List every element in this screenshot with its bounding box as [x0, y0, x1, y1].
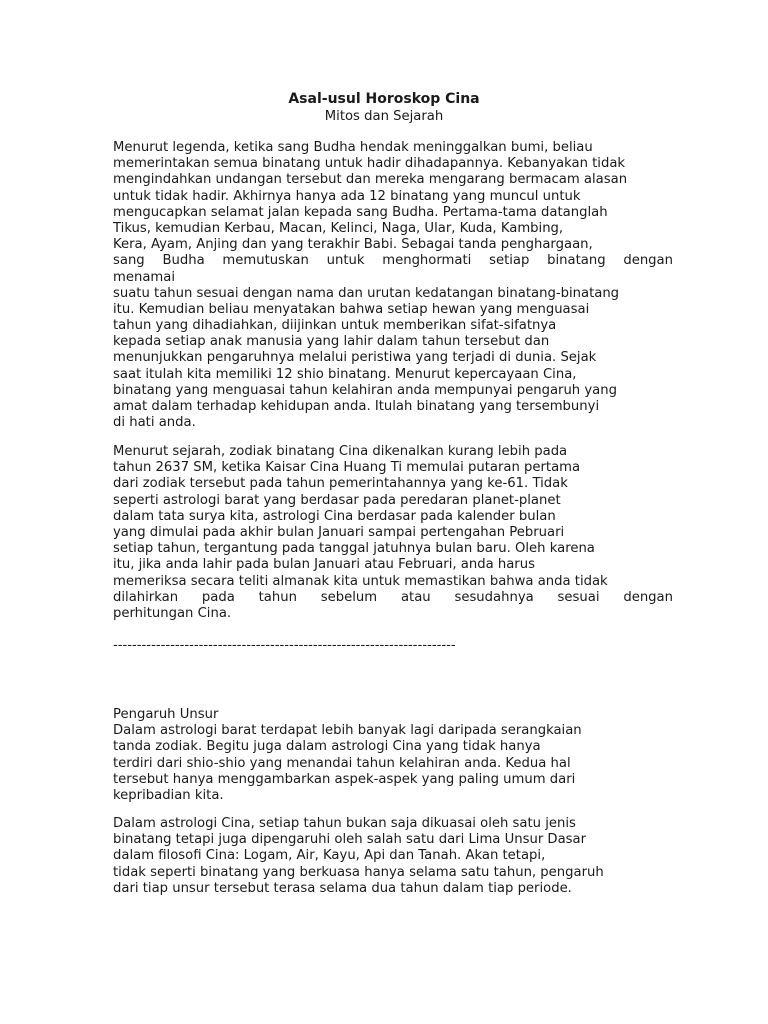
text-line: amat dalam terhadap kehidupan anda. Itulah binatang yang tersembunyi	[113, 399, 600, 414]
text-line: dari tiap unsur tersebut terasa selama dua tahun dalam tiap periode.	[113, 880, 572, 896]
text-line: dalam filosofi Cina: Logam, Air, Kayu, Api dan Tanah. Akan tetapi,	[113, 848, 546, 864]
text-line: seperti astrologi barat yang berdasar pada peredaran planet-planet	[113, 492, 561, 508]
text-line: Menurut sejarah, zodiak binatang Cina dikenalkan kurang lebih pada	[113, 444, 568, 459]
text-line: dalam tata surya kita, astrologi Cina berdasar pada kalender bulan	[113, 508, 556, 524]
text-line: tahun yang dihadiahkan, diijinkan untuk memberikan sifat-sifatnya	[113, 318, 557, 334]
document-title: Asal-usul Horoskop Cina	[288, 91, 480, 107]
separator-line	[113, 638, 673, 654]
text-line: tanda zodiak. Begitu juga dalam astrologi Cina yang tidak hanya	[113, 739, 541, 755]
section-heading: Pengaruh Unsur	[113, 707, 219, 722]
text-line: untuk tidak hadir. Akhirnya hanya ada 12 binatang yang muncul untuk	[113, 188, 581, 204]
text-line: menamai	[113, 269, 175, 285]
text-line: kepribadian kita.	[113, 787, 224, 803]
text-line: setiap tahun, tergantung pada tanggal jatuhnya bulan baru. Oleh karena	[113, 541, 595, 557]
text-line: dari zodiak tersebut pada tahun pemerintahannya yang ke-61. Tidak	[113, 476, 568, 492]
dashed-separator: ------------------------------------------------------------------------	[113, 638, 456, 653]
text-line: suatu tahun sesuai dengan nama dan urutan kedatangan binatang-binatang	[113, 285, 620, 301]
text-line: itu, jika anda lahir pada bulan Januari atau Februari, anda harus	[113, 557, 535, 573]
text-line: dilahirkan pada tahun sebelum atau sesudahnya sesuai dengan	[113, 589, 673, 605]
paragraph-legend	[113, 140, 673, 431]
paragraph-history	[113, 444, 673, 622]
paragraph-five-elements	[113, 816, 673, 897]
text-line: mengucapkan selamat jalan kepada sang Budha. Pertama-tama datanglah	[113, 204, 608, 220]
text-line: Tikus, kemudian Kerbau, Macan, Kelinci, Naga, Ular, Kuda, Kambing,	[113, 220, 564, 236]
text-line: kepada setiap anak manusia yang lahir dalam tahun tersebut dan	[113, 334, 550, 350]
section-elements	[113, 707, 673, 804]
text-line: tahun 2637 SM, ketika Kaisar Cina Huang Ti memulai putaran pertama	[113, 460, 581, 476]
text-line: perhitungan Cina.	[113, 605, 232, 621]
text-line: binatang yang menguasai tahun kelahiran anda mempunyai pengaruh yang	[113, 382, 617, 398]
text-line: saat itulah kita memiliki 12 shio binatang. Menurut kepercayaan Cina,	[113, 366, 577, 382]
text-line: memerintakan semua binatang untuk hadir dihadapannya. Kebanyakan tidak	[113, 156, 626, 172]
text-line: memeriksa secara teliti almanak kita untuk memastikan bahwa anda tidak	[113, 573, 608, 589]
document-subtitle: Mitos dan Sejarah	[324, 109, 444, 124]
text-line: Dalam astrologi barat terdapat lebih banyak lagi daripada serangkaian	[113, 723, 582, 739]
text-line: itu. Kemudian beliau menyatakan bahwa setiap hewan yang menguasai	[113, 301, 590, 317]
text-line: Dalam astrologi Cina, setiap tahun bukan saja dikuasai oleh satu jenis	[113, 816, 576, 831]
text-line: terdiri dari shio-shio yang menandai tahun kelahiran anda. Kedua hal	[113, 755, 571, 771]
text-line: di hati anda.	[113, 415, 196, 431]
text-line: yang dimulai pada akhir bulan Januari sampai pertengahan Pebruari	[113, 524, 565, 540]
text-line: sang Budha memutuskan untuk menghormati setiap binatang dengan	[113, 253, 673, 269]
text-line: Kera, Ayam, Anjing dan yang terakhir Babi. Sebagai tanda penghargaan,	[113, 237, 593, 253]
text-line: Menurut legenda, ketika sang Budha hendak meninggalkan bumi, beliau	[113, 140, 593, 155]
text-line: tersebut hanya menggambarkan aspek-aspek yang paling umum dari	[113, 771, 576, 787]
text-line: tidak seperti binatang yang berkuasa hanya selama satu tahun, pengaruh	[113, 864, 604, 880]
text-line: binatang tetapi juga dipengaruhi oleh salah satu dari Lima Unsur Dasar	[113, 832, 587, 848]
text-line: mengindahkan undangan tersebut dan mereka mengarang bermacam alasan	[113, 172, 628, 188]
text-line: menunjukkan pengaruhnya melalui peristiwa yang terjadi di dunia. Sejak	[113, 350, 597, 366]
